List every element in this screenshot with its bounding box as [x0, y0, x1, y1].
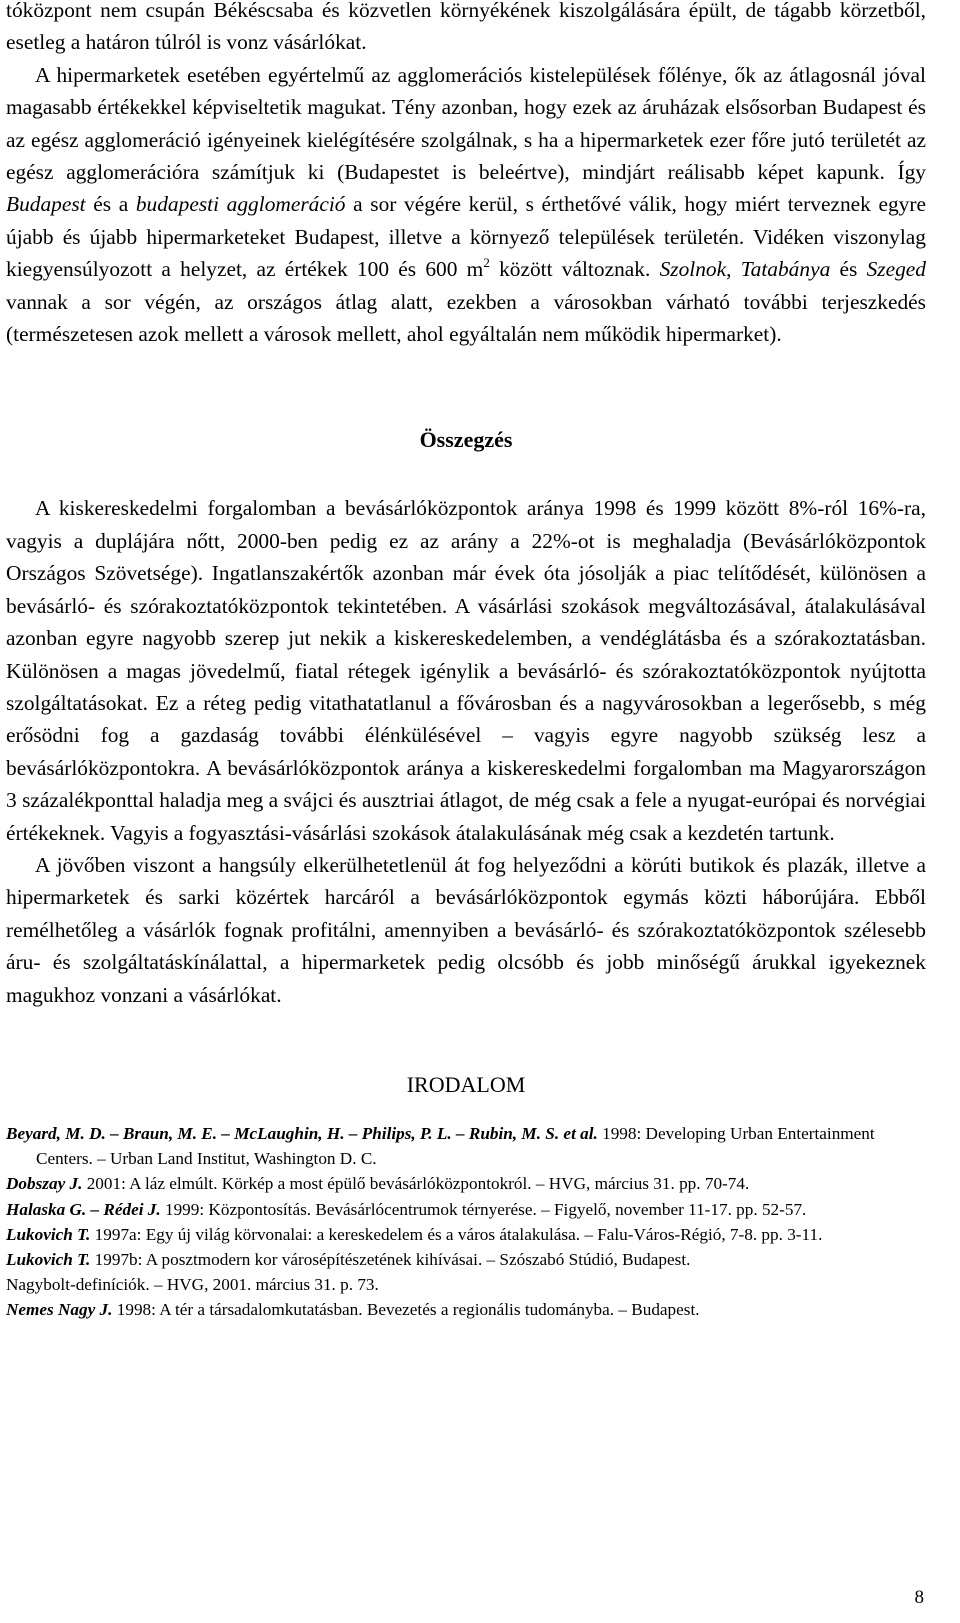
reference-item [6, 1197, 926, 1222]
reference-item [6, 1247, 926, 1272]
reference-item [6, 1121, 926, 1171]
text-run: és [830, 257, 867, 282]
reference-details: 1997a: Egy új világ körvonalai: a kereskedelem és a város átalakulása. – Falu-Város-Régió, 7-8. pp. 3-11. [90, 1224, 823, 1244]
text-run: a sor végére kerül, s érthetővé válik, hogy miért terveznek egyre újabb és újabb hipermarketeket Budapest, illetve a környező települések területén. Vidéken viszonylag kiegyensúlyozott a helyzet, az értékek 100 és 600 m [6, 192, 926, 282]
section-heading-summary: Összegzés [419, 427, 513, 453]
reference-item [6, 1171, 926, 1196]
reference-authors: Nemes Nagy J. [6, 1300, 113, 1320]
reference-list [6, 1121, 926, 1323]
paragraph-summary-2: A jövőben viszont a hangsúly elkerülhetetlenül át fog helyeződni a körúti butikok és plazák, illetve a hipermarketek és sarki közértek harcáról a bevásárlóközpontok egymás közti háborújára. Ebből remélhetőleg a vásárlók fognak profitálni, amennyiben a bevásárló- és szórakoztatóközpontok szélesebb áru- és szolgáltatáskínálattal, a hipermarketek pedig olcsóbb és jobb minőségű árukkal igyekeznek magukhoz vonzani a vásárlókat. [6, 852, 926, 1007]
document-page [6, 0, 926, 1323]
reference-details: 2001: A láz elmúlt. Körkép a most épülő bevásárlóközpontokról. – HVG, március 31. pp. 70-74. [82, 1174, 750, 1194]
reference-details: 1998: A tér a társadalomkutatásban. Bevezetés a regionális tudományba. – Budapest. [112, 1300, 700, 1320]
text-run: A hipermarketek esetében egyértelmű az agglomerációs kistelepülések főlénye, ők az átlagosnál jóval magasabb értékekkel képviseltetik magukat. Tény azonban, hogy ezek az áruházak elsősorban Budapest és az egész agglomeráció igényeinek kielégítésére szolgálnak, s ha a hipermarketek ezer főre jutó területét az egész agglomerációra számítjuk ki (Budapestet is beleértve), mindjárt reálisabb képet kapunk. Így [6, 62, 926, 185]
reference-details: 1997b: A posztmodern kor városépítészetének kihívásai. – Szószabó Stúdió, Budapest. [90, 1249, 691, 1269]
paragraph-summary-1: A kiskereskedelmi forgalomban a bevásárlóközpontok aránya 1998 és 1999 között 8%-ról 16%-ra, vagyis a duplájára nőtt, 2000-ben pedig ez az arány a 22%-ot is meghaladja (Bevásárlóközpontok Országos Szövetsége). Ingatlanszakértők azonban már évek óta jósolják a piac telítődését, különösen a bevásárló- és szórakoztatóközpontok tekintetében. A vásárlási szokások megváltozásával, átalakulásával azonban egyre nagyobb szerep jut nekik a kiskereskedelemben, a vendéglátásba és a szórakoztatásban. Különösen a magas jövedelmű, fiatal rétegek igénylik a bevásárló- és szórakoztatóközpontok nyújtotta szolgáltatásokat. Ez a réteg pedig vitathatatlanul a fővárosban és a nagyvárosokban a legerősebb, s még erősödni fog a gazdaság további élénkülésével – vagyis egyre nagyobb szükség lesz a bevásárlóközpontokra. A bevásárlóközpontok aránya a kiskereskedelmi forgalomban ma Magyarországon 3 százalékponttal haladja meg a svájci és ausztriai átlagot, de még csak a fele a nyugat-európai és norvégiai értékeknek. Vagyis a fogyasztási-vásárlási szokások átalakulásának még csak a kezdetén tartunk. [6, 496, 926, 845]
reference-details: 1998: Developing Urban Entertainment Centers. – Urban Land Institut, Washington D. C. [36, 1123, 875, 1169]
paragraph-hypermarkets [6, 59, 926, 351]
text-run: között változnak. [489, 257, 660, 282]
text-run: , [726, 257, 741, 282]
reference-item [6, 1297, 926, 1322]
page-number: 8 [914, 1587, 924, 1608]
text-run: és a [85, 192, 136, 217]
reference-authors: Lukovich T. [6, 1224, 91, 1244]
reference-item [6, 1272, 926, 1297]
reference-details: 1999: Központosítás. Bevásárlócentrumok térnyerése. – Figyelő, november 11-17. pp. 52-57. [160, 1199, 807, 1219]
italic-szolnok: Szolnok [659, 257, 727, 282]
text-run: vannak a sor végén, az országos átlag alatt, ezekben a városokban várható további terjeszkedés (természetesen azok mellett a városok mellett, ahol egyáltalán nem működik hipermarket). [6, 289, 926, 347]
paragraph-continuation: tóközpont nem csupán Békéscsaba és közvetlen környékének kiszolgálására épült, de tágabb körzetből, esetleg a határon túlról is vonz vásárlókat. [6, 0, 926, 55]
italic-agglomeration: budapesti agglomeráció [135, 192, 346, 217]
reference-item [6, 1222, 926, 1247]
reference-details: Nagybolt-definíciók. – HVG, 2001. március 31. p. 73. [6, 1275, 379, 1295]
reference-authors: Beyard, M. D. – Braun, M. E. – McLaughin, H. – Philips, P. L. – Rubin, M. S. et al. [6, 1123, 598, 1143]
italic-budapest: Budapest [6, 192, 86, 217]
superscript-2: 2 [483, 255, 490, 271]
reference-authors: Halaska G. – Rédei J. [6, 1199, 161, 1219]
section-heading-literature: IRODALOM [406, 1071, 526, 1097]
italic-tatabanya: Tatabánya [740, 257, 831, 282]
italic-szeged: Szeged [866, 257, 926, 282]
reference-authors: Dobszay J. [6, 1174, 83, 1194]
reference-authors: Lukovich T. [6, 1249, 91, 1269]
